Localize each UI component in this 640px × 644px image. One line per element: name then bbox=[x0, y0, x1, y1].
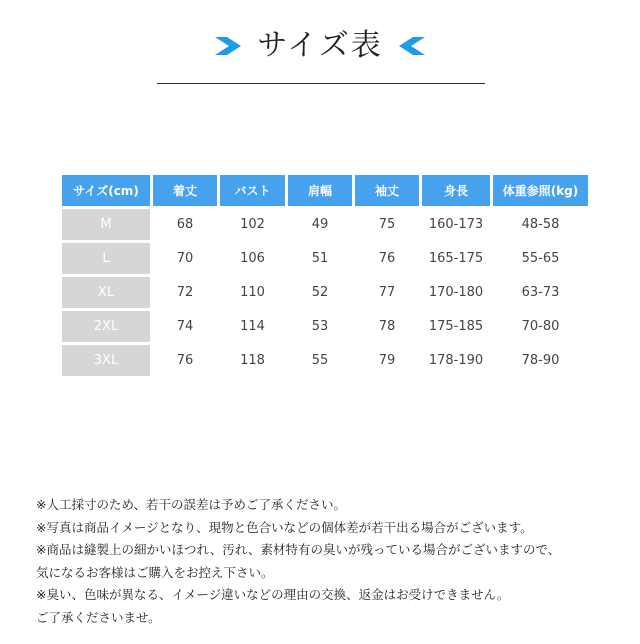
chevron-left-icon bbox=[397, 35, 427, 57]
table-cell: 78 bbox=[378, 319, 396, 334]
chevron-right-icon bbox=[213, 35, 243, 57]
table-row bbox=[62, 345, 588, 376]
table-row bbox=[62, 311, 588, 342]
table-cell: 52 bbox=[311, 285, 329, 300]
note-line: ※商品は縫製上の細かいほつれ、汚れ、素材特有の臭いが残っている場合がございますので、 bbox=[36, 542, 561, 557]
table-cell: 74 bbox=[176, 319, 194, 334]
note-line: ※写真は商品イメージとなり、現物と色合いなどの個体差が若干出る場合がございます。 bbox=[36, 519, 533, 535]
table-cell: 49 bbox=[311, 217, 329, 232]
page-title: サイズ表 bbox=[257, 28, 383, 63]
table-cell: 76 bbox=[176, 353, 194, 368]
table-cell: 51 bbox=[311, 251, 329, 266]
note-line: 気になるお客様はご購入をお控え下さい。 bbox=[36, 564, 274, 580]
table-cell: 76 bbox=[378, 251, 396, 266]
table-cell: 48-58 bbox=[521, 217, 560, 232]
column-header: バスト bbox=[220, 175, 285, 206]
table-cell: 114 bbox=[240, 319, 265, 334]
title-bar bbox=[0, 22, 640, 70]
column-header: 身長 bbox=[422, 175, 490, 206]
table-cell: 106 bbox=[240, 251, 265, 266]
table-cell: 68 bbox=[176, 217, 194, 232]
notes-section bbox=[36, 494, 626, 629]
table-row bbox=[62, 243, 588, 274]
note-line: ※臭い、色味が異なる、イメージ違いなどの理由の交換、返金はお受けできません。 bbox=[36, 587, 510, 602]
table-cell: 118 bbox=[240, 353, 265, 368]
size-label: 3XL bbox=[62, 345, 150, 376]
table-row bbox=[62, 209, 588, 240]
size-label: L bbox=[62, 243, 150, 274]
table-cell: 175-185 bbox=[428, 319, 484, 334]
table-cell: 170-180 bbox=[428, 285, 484, 300]
table-cell: 55 bbox=[311, 353, 329, 368]
table-cell: 102 bbox=[240, 217, 265, 232]
table-cell: 78-90 bbox=[521, 353, 560, 368]
column-header: 肩幅 bbox=[288, 175, 352, 206]
table-row bbox=[62, 277, 588, 308]
column-header: サイズ(cm) bbox=[62, 175, 150, 206]
column-header: 袖丈 bbox=[355, 175, 419, 206]
column-header: 体重参照(kg) bbox=[493, 175, 588, 206]
table-cell: 160-173 bbox=[428, 217, 484, 232]
size-label: 2XL bbox=[62, 311, 150, 342]
size-label: M bbox=[62, 209, 150, 240]
title-divider bbox=[157, 83, 485, 84]
table-cell: 63-73 bbox=[521, 285, 560, 300]
table-cell: 55-65 bbox=[521, 251, 560, 266]
table-cell: 70-80 bbox=[521, 319, 560, 334]
note-line: ご了承くださいませ。 bbox=[36, 609, 161, 625]
table-cell: 79 bbox=[378, 353, 396, 368]
table-cell: 110 bbox=[240, 285, 265, 300]
table-header-row bbox=[62, 175, 588, 206]
table-cell: 70 bbox=[176, 251, 194, 266]
size-table bbox=[59, 172, 591, 379]
note-line: ※人工採寸のため、若干の誤差は予めご了承ください。 bbox=[36, 497, 346, 512]
table-cell: 178-190 bbox=[428, 353, 484, 368]
table-cell: 77 bbox=[378, 285, 396, 300]
size-label: XL bbox=[62, 277, 150, 308]
table-cell: 75 bbox=[378, 217, 396, 232]
column-header: 着丈 bbox=[153, 175, 217, 206]
table-cell: 165-175 bbox=[428, 251, 484, 266]
table-cell: 72 bbox=[176, 285, 194, 300]
table-cell: 53 bbox=[311, 319, 329, 334]
